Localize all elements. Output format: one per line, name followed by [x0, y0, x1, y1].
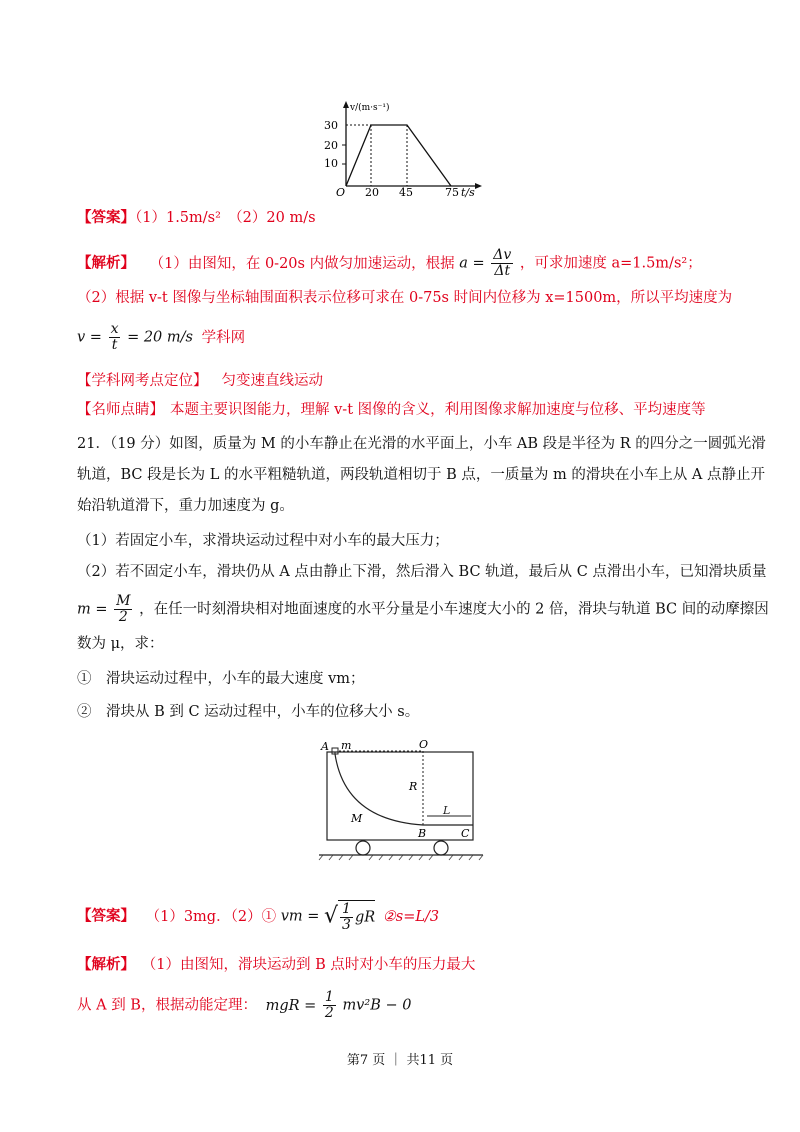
- q21-part2: （2）若不固定小车，滑块仍从 A 点由静止下滑，然后滑入 BC 轨道，最后从 C 点滑出小车，已知滑块质量: [77, 564, 767, 580]
- analysis-tag: 【解析】: [77, 254, 135, 272]
- label-m: m: [341, 739, 352, 752]
- frac-den: 2: [118, 609, 128, 625]
- q21-line3: 始沿轨道滑下，重力加速度为 g。: [77, 498, 294, 514]
- label-C: C: [461, 827, 470, 840]
- sqrt: √ $\frac{1}{3}$ gR: [324, 901, 376, 933]
- cart-body: [327, 752, 473, 840]
- origin-label: O: [336, 186, 346, 198]
- label-A: A: [321, 740, 329, 753]
- eq-mv2: mv²B − 0: [342, 997, 412, 1014]
- analysis-21-line2: [77, 990, 411, 1021]
- frac-num: x: [110, 321, 119, 337]
- eq-avg-speed: = 20 m/s: [127, 329, 193, 346]
- q21-sub2: ② 滑块从 B 到 C 运动过程中，小车的位移大小 s。: [77, 704, 420, 720]
- frac-num: M: [116, 593, 131, 609]
- x-axis-arrow: [475, 183, 482, 189]
- answer-20-text: （1）1.5m/s² （2）20 m/s: [135, 210, 316, 226]
- frac-den: 3: [342, 917, 351, 933]
- q21-part2b-text: ，在任一时刻滑块相对地面速度的水平分量是小车速度大小的 2 倍，滑块与轨道 BC 间的动摩擦因: [139, 601, 769, 618]
- label-M: M: [351, 812, 363, 825]
- kaodian-tag: 【学科网考点定位】: [77, 373, 208, 389]
- eq-mgr: mgR =: [265, 997, 317, 1014]
- page-footer: 第7 页 ｜ 共11 页: [346, 1053, 454, 1068]
- q21-line2: 轨道，BC 段是长为 L 的水平粗糙轨道，两段轨道相切于 B 点，一质量为 m 的滑块在小车上从 A 点静止开: [77, 467, 766, 483]
- y-axis-arrow: [343, 101, 349, 108]
- frac-num: 1: [324, 989, 334, 1005]
- frac-1-3: [340, 902, 353, 933]
- eq-a: a =: [459, 255, 485, 272]
- q21-sub1: ① 滑块运动过程中，小车的最大速度 vm；: [77, 671, 365, 687]
- analysis-tag: 【解析】: [77, 956, 135, 973]
- dianjing-text: 本题主要识图能力，理解 v-t 图像的含义，利用图像求解加速度与位移、平均速度等: [170, 402, 706, 418]
- answer-21: [77, 900, 439, 933]
- analysis-20-l1a: （1）由图知，在 0-20s 内做匀加速运动，根据: [149, 255, 455, 272]
- analysis-20-line1: [77, 248, 702, 279]
- analysis-20-line2: （2）根据 v-t 图像与坐标轴围面积表示位移可求在 0-75s 时间内位移为 x=1500m，所以平均速度为: [77, 290, 733, 306]
- y-tick-10: 10: [324, 157, 338, 170]
- analysis-21-line1: [77, 955, 475, 975]
- vt-line: [346, 125, 451, 186]
- frac-num: 1: [342, 901, 351, 917]
- frac-den: t: [111, 337, 118, 353]
- q21-part1: （1）若固定小车，求滑块运动过程中对小车的最大压力；: [77, 533, 449, 549]
- frac-num: Δv: [493, 247, 512, 263]
- frac-dv-dt: [491, 248, 513, 279]
- x-tick-45: 45: [399, 186, 413, 198]
- frac-x-t: [109, 322, 121, 353]
- x-axis-label: t/s: [461, 186, 475, 198]
- frac-den: Δt: [494, 263, 511, 279]
- watermark-text: 学科网: [201, 329, 246, 346]
- eq-vm: vm =: [280, 908, 320, 925]
- answer-21-a: （1）3mg．（2）①: [145, 908, 277, 925]
- q21-line1: 21．（19 分）如图，质量为 M 的小车静止在光滑的水平面上，小车 AB 段是半径为 R 的四分之一圆弧光滑: [77, 436, 766, 452]
- cart-diagram: [315, 736, 495, 864]
- answer-tag: 【答案】: [77, 209, 135, 226]
- answer-21-b: ②s=L/3: [382, 908, 440, 925]
- wheel-right: [434, 841, 448, 855]
- y-tick-20: 20: [324, 139, 338, 152]
- answer-20: [77, 208, 316, 228]
- kaodian: [77, 371, 323, 391]
- analysis-21-l2: 从 A 到 B，根据动能定理：: [77, 997, 257, 1014]
- kaodian-text: 匀变速直线运动: [221, 373, 323, 389]
- x-tick-75: 75: [445, 186, 459, 198]
- q21-part2b: [77, 594, 769, 625]
- frac-m-2: [114, 594, 132, 625]
- y-tick-30: 30: [324, 119, 338, 132]
- label-O: O: [419, 738, 429, 751]
- label-R: R: [409, 780, 418, 793]
- q21-part2c: 数为 μ，求：: [77, 636, 164, 652]
- label-B: B: [418, 827, 427, 840]
- eq-m: m =: [77, 601, 108, 618]
- frac-1-2: [323, 990, 336, 1021]
- dianjing: [77, 400, 706, 420]
- y-axis-label: v/(m·s⁻¹): [350, 103, 390, 113]
- analysis-20-l1b: ，可求加速度 a=1.5m/s²；: [519, 255, 702, 272]
- analysis-20-line3: [77, 322, 245, 353]
- eq-v: v =: [77, 329, 102, 346]
- answer-tag: 【答案】: [77, 907, 135, 925]
- rad-tail: gR: [354, 909, 376, 926]
- vt-graph: [318, 98, 498, 198]
- wheel-left: [356, 841, 370, 855]
- x-tick-20: 20: [365, 186, 379, 198]
- analysis-21-l1: （1）由图知，滑块运动到 B 点时对小车的压力最大: [149, 957, 476, 973]
- dianjing-tag: 【名师点睛】: [77, 402, 164, 418]
- frac-den: 2: [324, 1005, 334, 1021]
- label-L: L: [443, 804, 451, 817]
